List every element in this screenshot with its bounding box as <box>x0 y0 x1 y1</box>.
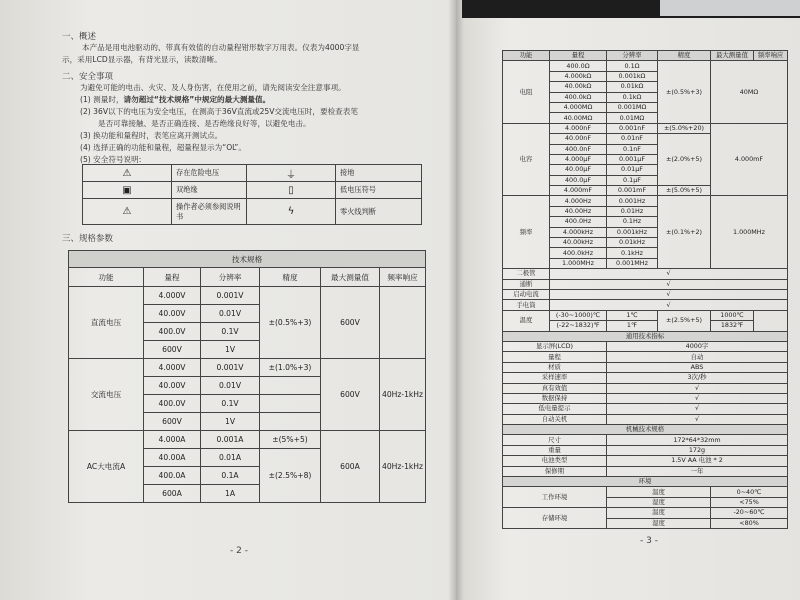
general-label: 显示屏(LCD) <box>503 341 607 351</box>
mech-value: 1.5V AA 电池 * 2 <box>607 456 788 466</box>
resolution-cell: 1V <box>201 341 260 359</box>
resolution-cell: 0.1Hz <box>607 217 658 227</box>
function-dcv: 直流电压 <box>69 287 144 359</box>
range-cell: 400.0kΩ <box>550 92 607 102</box>
symbol-desc: 零火线判断 <box>336 199 422 225</box>
freq-cell: 40Hz-1kHz <box>380 359 426 431</box>
double-insulation-icon: ▣ <box>83 182 172 199</box>
function-frequency: 频率 <box>503 196 550 269</box>
range-cell: 4.000nF <box>550 123 607 133</box>
range-cell: (-22~1832)℉ <box>550 321 607 331</box>
resolution-cell: 0.001mF <box>607 186 658 196</box>
safety-title: 二、安全事项 <box>62 72 114 82</box>
page-number-right: - 3 - <box>640 536 658 546</box>
range-cell: 4.000V <box>144 359 201 377</box>
environment-title: 环境 <box>503 477 788 487</box>
table-row <box>503 123 788 133</box>
general-label: 材质 <box>503 362 607 372</box>
col-header: 功能 <box>69 268 144 287</box>
range-cell: 600A <box>144 485 201 503</box>
range-cell: 40.00kHz <box>550 238 607 248</box>
safety-item-1 <box>80 94 450 106</box>
resolution-cell: 0.01nF <box>607 134 658 144</box>
resolution-cell: 1℉ <box>607 321 658 331</box>
table-row <box>503 404 788 414</box>
table-row <box>503 362 788 372</box>
range-cell: 600V <box>144 341 201 359</box>
range-cell: (-30~1000)℃ <box>550 310 607 320</box>
overview-text-2: 示，采用LCD显示器，有背光显示，读数清晰。 <box>62 55 222 64</box>
accuracy-cell: ±(0.1%+2) <box>658 196 711 269</box>
freq-cell <box>754 310 788 331</box>
check-value: √ <box>550 279 788 289</box>
resolution-cell: 0.1μF <box>607 175 658 185</box>
check-label: 二极管 <box>503 269 550 279</box>
max-cell: 4.000mF <box>711 123 788 196</box>
safety-item-3: (3) 换功能和量程时，表笔应离开测试点。 <box>80 131 223 140</box>
max-cell: 600V <box>321 359 380 431</box>
col-header: 功能 <box>503 51 550 61</box>
mech-label: 电池类型 <box>503 456 607 466</box>
resolution-cell: 0.001kHz <box>607 227 658 237</box>
function-aca: AC大电流A <box>69 431 144 503</box>
resolution-cell: 0.1Ω <box>607 61 658 71</box>
range-cell: 40.00nF <box>550 134 607 144</box>
spec-table <box>68 250 426 503</box>
resolution-cell: 0.01Hz <box>607 206 658 216</box>
range-cell: 400.0nF <box>550 144 607 154</box>
resolution-cell: 0.001nF <box>607 123 658 133</box>
table-row <box>503 445 788 455</box>
table-row <box>69 359 426 377</box>
range-cell: 4.000mF <box>550 186 607 196</box>
table-row <box>503 466 788 476</box>
resolution-cell: 0.001A <box>201 431 260 449</box>
col-header: 分辨率 <box>201 268 260 287</box>
mech-value: 172*64*32mm <box>607 435 788 445</box>
range-cell: 4.000Hz <box>550 196 607 206</box>
resolution-cell: 0.01V <box>201 305 260 323</box>
resolution-cell: 0.01A <box>201 449 260 467</box>
max-cell: 1.000MHz <box>711 196 788 269</box>
range-cell: 4.000MΩ <box>550 102 607 112</box>
table-row <box>503 310 788 320</box>
mechanical-title: 机械技术规格 <box>503 425 788 435</box>
col-header: 最大测量值 <box>321 268 380 287</box>
accuracy-cell <box>260 413 321 431</box>
safety-item-2a: (2) 36V以下的电压为安全电压，在测高于36V直流或25V交流电压时，要检查表笔 <box>80 107 358 116</box>
max-cell: 600V <box>321 287 380 359</box>
resolution-cell: 0.01V <box>201 377 260 395</box>
spec-title: 三、规格参数 <box>62 234 114 244</box>
check-value: √ <box>550 300 788 310</box>
resolution-cell: 0.1V <box>201 395 260 413</box>
resolution-cell: 0.01μF <box>607 165 658 175</box>
function-temperature: 温度 <box>503 310 550 331</box>
safety-intro: 为避免可能的电击、火灾、及人身伤害，在使用之前，请先阅读安全注意事项。 <box>80 83 346 92</box>
col-header: 频率响应 <box>754 51 788 61</box>
resolution-cell: 0.001Hz <box>607 196 658 206</box>
range-cell: 40.00Hz <box>550 206 607 216</box>
range-cell: 4.000μF <box>550 154 607 164</box>
general-value: √ <box>607 383 788 393</box>
mech-value: 一年 <box>607 466 788 476</box>
overview-title: 一、概述 <box>62 32 97 42</box>
table-row <box>503 456 788 466</box>
accuracy-cell: ±(2.0%+5) <box>658 134 711 186</box>
accuracy-cell <box>260 377 321 395</box>
table-row <box>69 287 426 305</box>
ground-icon: ⏚ <box>247 165 336 182</box>
env-value: <75% <box>711 497 788 507</box>
general-value: √ <box>607 393 788 403</box>
resolution-cell: 0.01MΩ <box>607 113 658 123</box>
page-number-left: - 2 - <box>230 546 248 556</box>
table-row <box>69 431 426 449</box>
table-row <box>503 393 788 403</box>
general-value: √ <box>607 414 788 424</box>
range-cell: 400.0Ω <box>550 61 607 71</box>
general-label: 自动关机 <box>503 414 607 424</box>
general-title: 通用技术指标 <box>503 331 788 341</box>
table-row <box>503 269 788 279</box>
symbol-row <box>83 182 422 199</box>
general-value: 自动 <box>607 352 788 362</box>
resolution-cell: 0.001MHz <box>607 258 658 268</box>
accuracy-cell: ±(2.5%+8) <box>260 449 321 503</box>
max-cell: 40MΩ <box>711 61 788 123</box>
lightning-icon: ϟ <box>247 199 336 225</box>
function-resistance: 电阻 <box>503 61 550 123</box>
general-value: 3次/秒 <box>607 373 788 383</box>
resolution-cell: 0.1V <box>201 323 260 341</box>
table-row <box>503 352 788 362</box>
resolution-cell: 0.001V <box>201 287 260 305</box>
table-row <box>503 279 788 289</box>
col-header: 最大测量值 <box>711 51 754 61</box>
range-cell: 400.0V <box>144 323 201 341</box>
check-value: √ <box>550 269 788 279</box>
range-cell: 4.000kHz <box>550 227 607 237</box>
resolution-cell: 0.1nF <box>607 144 658 154</box>
overview-text-1: 本产品是用电池驱动的、带真有效值的自动量程钳形数字万用表。仪表为4000字显 <box>82 43 360 52</box>
warning-triangle-icon: ⚠ <box>83 199 172 225</box>
symbol-desc: 低电压符号 <box>336 182 422 199</box>
table-row <box>503 196 788 206</box>
freq-cell <box>380 287 426 359</box>
symbol-desc: 接地 <box>336 165 422 182</box>
symbol-row <box>83 165 422 182</box>
env-store-label: 存储环境 <box>503 508 607 529</box>
low-battery-icon: ▯ <box>247 182 336 199</box>
freq-cell: 40Hz-1kHz <box>380 431 426 503</box>
range-cell: 40.00μF <box>550 165 607 175</box>
safety-item-1-bold: 请勿超过“技术规格”中规定的最大测量值。 <box>123 95 271 104</box>
general-label: 真有效值 <box>503 383 607 393</box>
check-label: 手电筒 <box>503 300 550 310</box>
accuracy-cell <box>260 395 321 413</box>
env-value: <80% <box>711 518 788 528</box>
range-cell: 40.00V <box>144 377 201 395</box>
accuracy-cell: ±(0.5%+3) <box>658 61 711 123</box>
range-cell: 400.0μF <box>550 175 607 185</box>
check-label: 通断 <box>503 279 550 289</box>
resolution-cell: 0.01kHz <box>607 238 658 248</box>
resolution-cell: 0.001μF <box>607 154 658 164</box>
max-cell: 1832℉ <box>711 321 754 331</box>
general-value: 4000字 <box>607 341 788 351</box>
col-header: 精度 <box>658 51 711 61</box>
table-row <box>503 341 788 351</box>
range-cell: 400.0A <box>144 467 201 485</box>
accuracy-cell: ±(5.0%+20) <box>658 123 711 133</box>
symbol-row <box>83 199 422 225</box>
range-cell: 40.00V <box>144 305 201 323</box>
col-header: 精度 <box>260 268 321 287</box>
max-cell: 1000℃ <box>711 310 754 320</box>
mech-value: 172g <box>607 445 788 455</box>
col-header: 量程 <box>550 51 607 61</box>
max-cell: 600A <box>321 431 380 503</box>
background-card <box>660 0 800 16</box>
col-header: 频率响应 <box>380 268 426 287</box>
general-label: 量程 <box>503 352 607 362</box>
table-row <box>503 414 788 424</box>
env-sub-label: 温度 <box>607 487 711 497</box>
range-cell: 400.0V <box>144 395 201 413</box>
symbol-desc: 存在危险电压 <box>172 165 247 182</box>
table-row <box>503 435 788 445</box>
resolution-cell: 1℃ <box>607 310 658 320</box>
safety-item-1-prefix: (1) 测量时， <box>80 95 124 104</box>
range-cell: 40.00A <box>144 449 201 467</box>
table-row <box>503 508 788 518</box>
col-header: 分辨率 <box>607 51 658 61</box>
col-header: 量程 <box>144 268 201 287</box>
env-sub-label: 湿度 <box>607 518 711 528</box>
safety-item-4: (4) 选择正确的功能和量程，超量程显示为“OL”。 <box>80 143 246 152</box>
general-label: 低电量提示 <box>503 404 607 414</box>
table-row <box>503 289 788 299</box>
general-value: ABS <box>607 362 788 372</box>
accuracy-cell: ±(0.5%+3) <box>260 287 321 359</box>
symbol-desc: 操作者必须参阅说明书 <box>172 199 247 225</box>
general-label: 采样速率 <box>503 373 607 383</box>
table-row <box>503 61 788 71</box>
resolution-cell: 0.1A <box>201 467 260 485</box>
accuracy-cell: ±(5%+5) <box>260 431 321 449</box>
general-label: 数据保持 <box>503 393 607 403</box>
range-cell: 4.000kΩ <box>550 71 607 81</box>
resolution-cell: 0.1kHz <box>607 248 658 258</box>
range-cell: 1.000MHz <box>550 258 607 268</box>
resolution-cell: 0.01kΩ <box>607 82 658 92</box>
env-sub-label: 湿度 <box>607 497 711 507</box>
table-row <box>503 383 788 393</box>
env-sub-label: 温度 <box>607 508 711 518</box>
table-row <box>503 373 788 383</box>
function-capacitance: 电容 <box>503 123 550 196</box>
spec-table-continued <box>502 50 788 529</box>
check-label: 启动电流 <box>503 289 550 299</box>
range-cell: 400.0kHz <box>550 248 607 258</box>
table-row <box>503 300 788 310</box>
spec-table-title: 技术规格 <box>69 251 426 268</box>
range-cell: 600V <box>144 413 201 431</box>
resolution-cell: 0.001V <box>201 359 260 377</box>
warning-triangle-lightning-icon: ⚠ <box>83 165 172 182</box>
symbol-table <box>82 164 422 225</box>
resolution-cell: 0.001MΩ <box>607 102 658 112</box>
resolution-cell: 0.001kΩ <box>607 71 658 81</box>
accuracy-cell: ±(1.0%+3) <box>260 359 321 377</box>
env-value: -20~60℃ <box>711 508 788 518</box>
env-value: 0~40℃ <box>711 487 788 497</box>
range-cell: 4.000V <box>144 287 201 305</box>
mech-label: 保修期 <box>503 466 607 476</box>
check-value: √ <box>550 289 788 299</box>
resolution-cell: 1A <box>201 485 260 503</box>
mech-label: 尺寸 <box>503 435 607 445</box>
function-acv: 交流电压 <box>69 359 144 431</box>
safety-item-2b: 是否可靠接触、是否正确连接、是否绝缘良好等，以避免电击。 <box>98 119 311 128</box>
symbol-desc: 双绝缘 <box>172 182 247 199</box>
general-value: √ <box>607 404 788 414</box>
safety-item-5: (5) 安全符号说明: <box>80 155 142 164</box>
right-page <box>456 0 800 600</box>
accuracy-cell: ±(2.5%+5) <box>658 310 711 331</box>
table-row <box>503 487 788 497</box>
range-cell: 40.00kΩ <box>550 82 607 92</box>
range-cell: 40.00MΩ <box>550 113 607 123</box>
range-cell: 4.000A <box>144 431 201 449</box>
resolution-cell: 0.1kΩ <box>607 92 658 102</box>
range-cell: 400.0Hz <box>550 217 607 227</box>
env-work-label: 工作环境 <box>503 487 607 508</box>
accuracy-cell: ±(5.0%+5) <box>658 186 711 196</box>
book-spine <box>448 0 464 600</box>
mech-label: 重量 <box>503 445 607 455</box>
resolution-cell: 1V <box>201 413 260 431</box>
